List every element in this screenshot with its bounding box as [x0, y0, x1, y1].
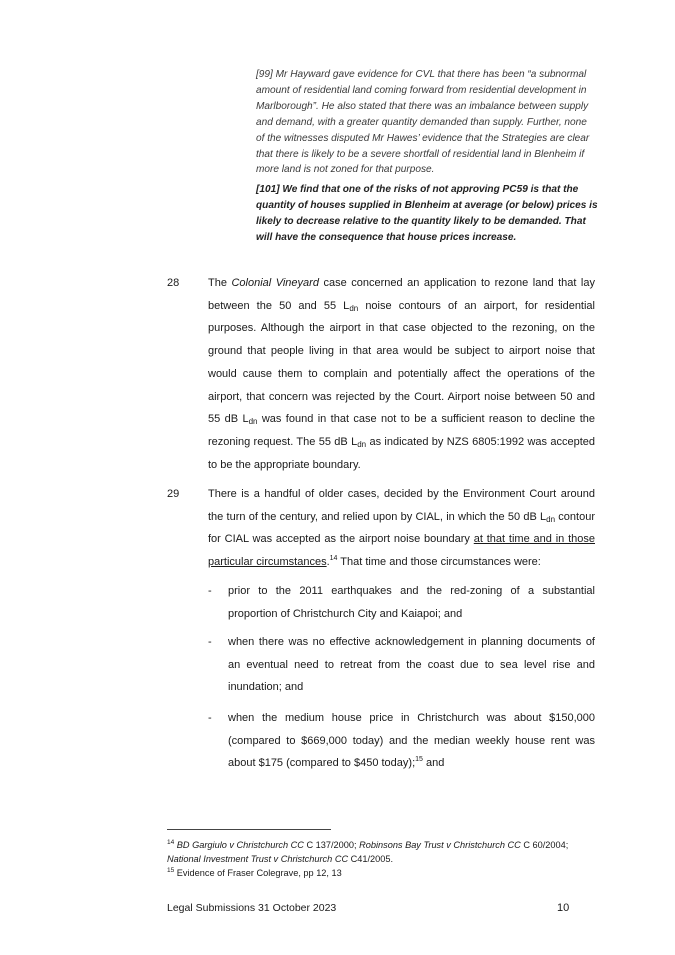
bullet-dash: -: [208, 712, 212, 724]
bullet-dash: -: [208, 585, 212, 597]
bullet-dash: -: [208, 636, 212, 648]
block-quote-101: [101] We find that one of the risks of not approving PC59 is that the quantity of houses supplied in Blenheim at average (or below) prices is likely to decrease relative to the quantity likely to be demanded. That will have the consequence that house prices increase.: [256, 184, 598, 243]
footnote-separator: [167, 829, 331, 830]
footnote-ref-15[interactable]: 15: [415, 756, 423, 764]
footnote-14: $^{14}$ BD Gargiulo v Christchurch CC C 137/2000; Robinsons Bay Trust v Christchurch CC C 60/2004; National Investment Trust v Christchurch CC C41/2005.: [167, 839, 569, 864]
footer-document-title: Legal Submissions 31 October 2023: [167, 902, 337, 914]
block-quote-99: [99] Mr Hayward gave evidence for CVL that there has been “a subnormal amount of residential land coming forward from residential development in Marlborough”. He also stated that there was an imbalance between supply and demand, with a greater quantity demanded than supply. Further, none of the witnesses disputed Mr Hawes’ evidence that the Strategies are clear that there is likely to be a severe shortfall of residential land in Blenheim if more land is not zoned for that purpose.: [256, 69, 590, 176]
footnote-ref-14[interactable]: 14: [329, 555, 338, 563]
page-number: 10: [557, 902, 570, 914]
underlined-phrase: at that time and in those particular circumstances: [208, 533, 595, 569]
paragraph-number-28: 28: [167, 277, 180, 289]
paragraph-number-29: 29: [167, 488, 180, 500]
bullet-item: when there was no effective acknowledgement in planning documents of an eventual need to retreat from the coast due to sea level rise and inundation; and: [228, 636, 595, 694]
footnote-15: $^{15}$ Evidence of Fraser Colegrave, pp 12, 13: [167, 867, 342, 878]
paragraph-29: There is a handful of older cases, decided by the Environment Court around the turn of the century, and relied upon by CIAL, in which the 50 dB $L_{dn}$ contour for CIAL was accepted as the airport noise boundary at that time and in those particular circumstances.$^{14}$ That time and those circumstances were:: [208, 488, 596, 569]
case-name: Colonial Vineyard: [231, 277, 319, 289]
bullet-item: when the medium house price in Christchurch was about $150,000 (compared to $669,000 today) and the median weekly house rent was about $175 (compared to $450 today);$^{15}$ and: [228, 712, 595, 770]
bullet-item: prior to the 2011 earthquakes and the red-zoning of a substantial proportion of Christchurch City and Kaiapoi; and: [228, 585, 595, 620]
paragraph-28: The Colonial Vineyard case concerned an application to rezone land that lay between the 50 and 55 $L_{dn}$ noise contours of an airport, for residential purposes. Although the airport in that case objected to the rezoning, on the ground that people living in that area would be subject to airport noise that would cause them to complain and potentially affect the operations of the airport, that concern was rejected by the Court. Airport noise between 50 and 55 dB $L_{dn}$ was found in that case not to be a sufficient reason to decline the rezoning request. The 55 dB $L_{dn}$ as indicated by NZS 6805:1992 was accepted to be the appropriate boundary.: [208, 277, 596, 471]
